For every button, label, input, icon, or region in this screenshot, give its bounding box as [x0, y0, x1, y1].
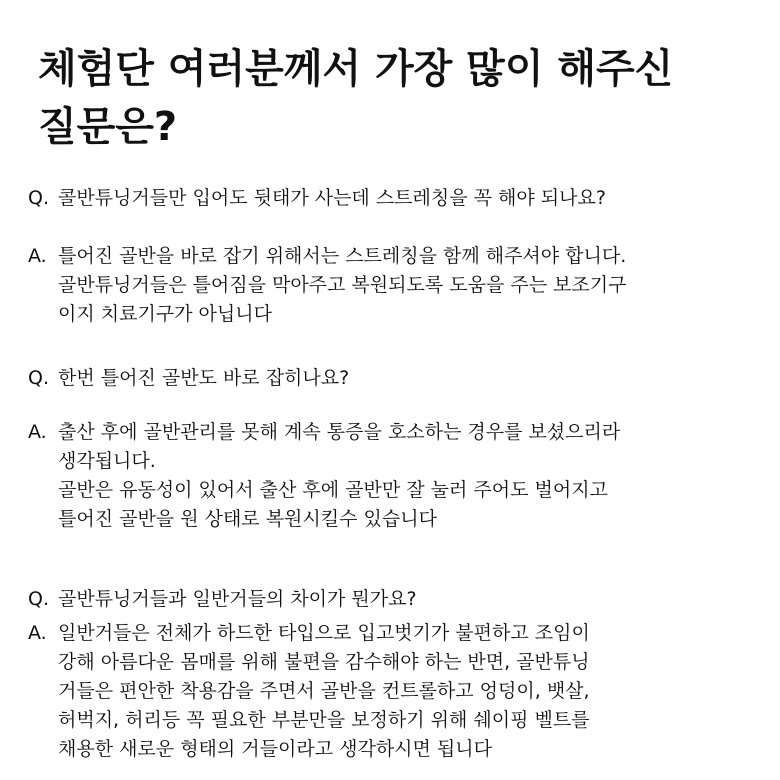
question-3	[28, 585, 768, 614]
answer-line: 거들은 편안한 착용감을 주면서 골반을 컨트롤하고 엉덩이, 뱃살,	[58, 680, 590, 702]
answer-line: 일반거들은 전체가 하드한 타입으로 입고벗기가 불편하고 조임이	[58, 622, 590, 644]
answer-prefix: A.	[28, 245, 47, 267]
question-2	[28, 364, 768, 393]
answer-line: 이지 치료기구가 아닙니다	[58, 303, 272, 325]
question-prefix: Q.	[28, 588, 49, 610]
answer-2	[28, 418, 768, 534]
title-line-2: 질문은?	[38, 104, 178, 150]
answer-prefix: A.	[28, 421, 47, 443]
answer-line: 생각됩니다.	[58, 450, 156, 472]
answer-line: 골반은 유동성이 있어서 출산 후에 골반만 잘 눌러 주어도 벌어지고	[58, 479, 608, 501]
question-text: 한번 틀어진 골반도 바로 잡히나요?	[58, 367, 350, 389]
question-1	[28, 184, 768, 213]
answer-1	[28, 242, 768, 329]
answer-line: 틀어진 골반을 원 상태로 복원시킬수 있습니다	[58, 508, 437, 530]
answer-line: 강해 아름다운 몸매를 위해 불편을 감수해야 하는 반면, 골반튜닝	[58, 651, 590, 673]
answer-line: 틀어진 골반을 바로 잡기 위해서는 스트레칭을 함께 해주셔야 합니다.	[58, 245, 627, 267]
answer-3	[28, 619, 768, 764]
answer-line: 출산 후에 골반관리를 못해 계속 통증을 호소하는 경우를 보셨으리라	[58, 421, 621, 443]
question-text: 콜반튜닝거들만 입어도 뒷태가 사는데 스트레칭을 꼭 해야 되나요?	[58, 187, 606, 209]
answer-line: 골반튜닝거들은 틀어짐을 막아주고 복원되도록 도움을 주는 보조기구	[58, 274, 627, 296]
question-text: 골반튜닝거들과 일반거들의 차이가 뭔가요?	[58, 588, 417, 610]
answer-line: 허벅지, 허리등 꼭 필요한 부분만을 보정하기 위해 쉐이핑 벨트를	[58, 709, 590, 731]
answer-line: 채용한 새로운 형태의 거들이라고 생각하시면 됩니다	[58, 738, 492, 760]
answer-prefix: A.	[28, 622, 47, 644]
question-prefix: Q.	[28, 367, 49, 389]
title-line-1: 체험단 여러분께서 가장 많이 해주신	[38, 46, 674, 92]
question-prefix: Q.	[28, 187, 49, 209]
page-title	[38, 40, 768, 156]
